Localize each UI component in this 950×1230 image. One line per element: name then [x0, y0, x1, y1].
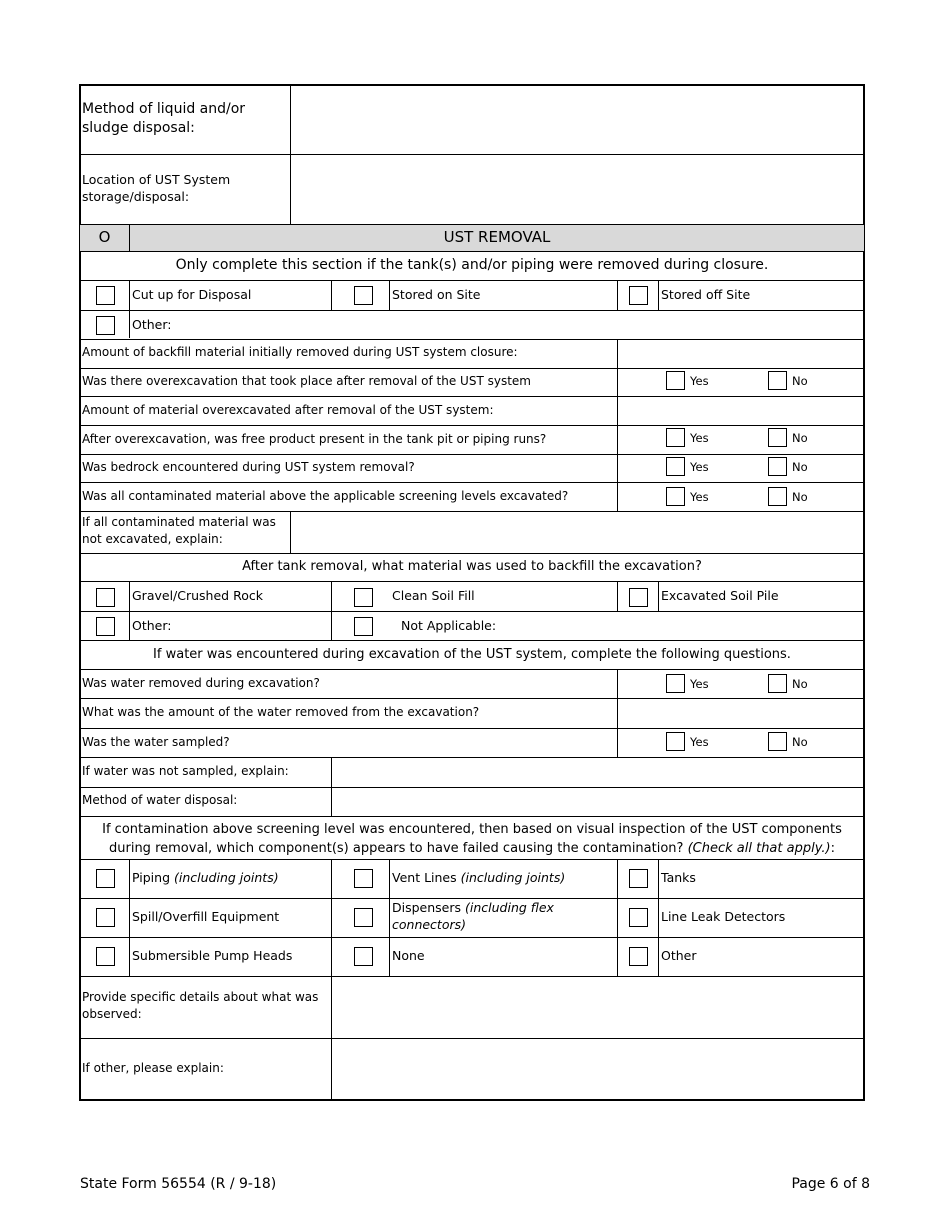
clean-soil-label: Clean Soil Fill [392, 588, 475, 603]
yes-label: Yes [690, 374, 709, 388]
not-excavated-explain-field[interactable] [292, 513, 863, 552]
vent-lines-text: Vent Lines [392, 870, 457, 885]
free-product-label: After overexcavation, was free product present in the tank pit or piping runs? [82, 432, 547, 446]
water-sampled-no-checkbox[interactable] [768, 732, 787, 751]
divider [79, 454, 865, 455]
form-number: State Form 56554 (R / 9-18) [80, 1176, 277, 1192]
divider [79, 310, 865, 311]
section-title: UST REMOVAL [443, 228, 551, 246]
dispensers-checkbox[interactable] [354, 908, 373, 927]
backfill-other-checkbox[interactable] [96, 617, 115, 636]
stored-on-site-label: Stored on Site [392, 287, 481, 302]
divider [79, 816, 865, 817]
backfill-amount-label: Amount of backfill material initially removed during UST system closure: [82, 345, 518, 359]
bedrock-label: Was bedrock encountered during UST system removal? [82, 460, 415, 474]
water-amount-label: What was the amount of the water removed from the excavation? [82, 705, 480, 719]
contamination-heading-colon: : [830, 841, 835, 856]
no-label: No [792, 460, 808, 474]
divider [79, 425, 865, 426]
line-leak-detectors-checkbox[interactable] [629, 908, 648, 927]
yes-label: Yes [690, 460, 709, 474]
page-number: Page 6 of 8 [791, 1176, 870, 1192]
none-label: None [392, 948, 425, 963]
other-explain-field[interactable] [333, 1039, 863, 1099]
divider [79, 368, 865, 369]
pump-heads-label: Submersible Pump Heads [132, 948, 293, 963]
bedrock-yes-checkbox[interactable] [666, 457, 685, 476]
water-removed-no-checkbox[interactable] [768, 674, 787, 693]
overexcavation-no-checkbox[interactable] [768, 371, 787, 390]
not-excavated-explain-label: If all contaminated material was not excavated, explain: [82, 515, 276, 546]
divider [617, 281, 618, 310]
stored-off-site-checkbox[interactable] [629, 286, 648, 305]
no-label: No [792, 735, 808, 749]
no-label: No [792, 374, 808, 388]
dispensers-note: (including flex connectors) [392, 900, 554, 932]
removal-other-label: Other: [132, 317, 172, 332]
none-checkbox[interactable] [354, 947, 373, 966]
details-label: Provide specific details about what was observed: [82, 990, 319, 1021]
yes-label: Yes [690, 431, 709, 445]
divider [79, 757, 865, 758]
water-disposal-label: Method of water disposal: [82, 793, 238, 807]
free-product-no-checkbox[interactable] [768, 428, 787, 447]
not-applicable-checkbox[interactable] [354, 617, 373, 636]
divider [290, 512, 291, 553]
bedrock-no-checkbox[interactable] [768, 457, 787, 476]
pump-heads-checkbox[interactable] [96, 947, 115, 966]
other-explain-label: If other, please explain: [82, 1061, 224, 1075]
dispensers-label [392, 899, 614, 933]
divider [79, 859, 865, 860]
divider [331, 860, 332, 1100]
stored-off-site-label: Stored off Site [661, 287, 751, 302]
removal-other-checkbox[interactable] [96, 316, 115, 335]
piping-label [132, 869, 279, 886]
water-heading: If water was encountered during excavation of the UST system, complete the following questions. [153, 647, 791, 662]
vent-lines-label [392, 869, 565, 886]
yes-label: Yes [690, 677, 709, 691]
divider [617, 582, 618, 611]
contaminated-no-checkbox[interactable] [768, 487, 787, 506]
tanks-label: Tanks [661, 870, 696, 885]
no-label: No [792, 490, 808, 504]
overexcavated-amount-label: Amount of material overexcavated after removal of the UST system: [82, 403, 494, 417]
divider [658, 281, 659, 310]
piping-text: Piping [132, 870, 171, 885]
divider [389, 281, 390, 310]
component-other-label: Other [661, 948, 697, 963]
backfill-other-label: Other: [132, 618, 172, 633]
spill-overfill-label: Spill/Overfill Equipment [132, 909, 280, 924]
divider [79, 640, 865, 641]
divider [79, 553, 865, 554]
divider [617, 860, 618, 976]
clean-soil-checkbox[interactable] [354, 588, 373, 607]
free-product-yes-checkbox[interactable] [666, 428, 685, 447]
divider [79, 669, 865, 670]
divider [331, 281, 332, 310]
details-field[interactable] [333, 977, 863, 1037]
piping-checkbox[interactable] [96, 869, 115, 888]
divider [129, 860, 130, 976]
cut-up-checkbox[interactable] [96, 286, 115, 305]
divider [79, 581, 865, 582]
water-disposal-field[interactable] [333, 788, 863, 815]
contamination-heading-line1: If contamination above screening level was encountered, then based on visual inspection of the UST components [102, 822, 842, 837]
section-letter: O [98, 228, 111, 246]
overexcavation-yes-checkbox[interactable] [666, 371, 685, 390]
storage-location-label: Location of UST System storage/disposal: [82, 172, 231, 204]
divider [79, 482, 865, 483]
vent-lines-note: (including joints) [460, 870, 566, 885]
no-label: No [792, 677, 808, 691]
divider [79, 251, 865, 252]
overexcavated-amount-field[interactable] [619, 398, 863, 424]
divider [658, 582, 659, 611]
divider [79, 339, 865, 340]
section-intro: Only complete this section if the tank(s) and/or piping were removed during closure. [175, 257, 769, 273]
excavated-soil-label: Excavated Soil Pile [661, 588, 779, 603]
not-sampled-explain-field[interactable] [333, 759, 863, 786]
divider [79, 698, 865, 699]
liquid-disposal-field[interactable] [292, 86, 863, 153]
divider [79, 728, 865, 729]
divider [79, 396, 865, 397]
storage-location-field[interactable] [292, 156, 863, 223]
line-leak-detectors-label: Line Leak Detectors [661, 909, 786, 924]
contamination-heading-note: (Check all that apply.) [687, 841, 831, 856]
divider [79, 611, 865, 612]
stored-on-site-checkbox[interactable] [354, 286, 373, 305]
gravel-checkbox[interactable] [96, 588, 115, 607]
contamination-heading-line2 [80, 839, 864, 858]
divider [79, 937, 865, 938]
component-other-checkbox[interactable] [629, 947, 648, 966]
water-amount-field[interactable] [619, 700, 863, 727]
divider [79, 280, 865, 281]
divider [79, 511, 865, 512]
yes-label: Yes [690, 490, 709, 504]
yes-label: Yes [690, 735, 709, 749]
contaminated-excavated-label: Was all contaminated material above the applicable screening levels excavated? [82, 489, 569, 503]
water-removed-label: Was water removed during excavation? [82, 676, 320, 690]
not-sampled-explain-label: If water was not sampled, explain: [82, 764, 289, 778]
tanks-checkbox[interactable] [629, 869, 648, 888]
piping-note: (including joints) [174, 870, 279, 885]
divider [389, 860, 390, 976]
no-label: No [792, 431, 808, 445]
dispensers-text: Dispensers [392, 900, 462, 915]
contaminated-yes-checkbox[interactable] [666, 487, 685, 506]
backfill-amount-field[interactable] [619, 341, 863, 367]
vent-lines-checkbox[interactable] [354, 869, 373, 888]
divider [617, 670, 618, 757]
water-sampled-yes-checkbox[interactable] [666, 732, 685, 751]
not-applicable-label: Not Applicable: [401, 618, 497, 633]
spill-overfill-checkbox[interactable] [96, 908, 115, 927]
contamination-heading-text: during removal, which component(s) appears to have failed causing the contamination? [109, 841, 684, 856]
overexcavation-label: Was there overexcavation that took place after removal of the UST system [82, 374, 531, 388]
backfill-heading: After tank removal, what material was used to backfill the excavation? [242, 559, 702, 574]
excavated-soil-checkbox[interactable] [629, 588, 648, 607]
cut-up-label: Cut up for Disposal [132, 287, 252, 302]
liquid-disposal-label: Method of liquid and/or sludge disposal: [82, 101, 246, 136]
water-sampled-label: Was the water sampled? [82, 735, 230, 749]
divider [658, 860, 659, 976]
divider [79, 154, 865, 155]
gravel-label: Gravel/Crushed Rock [132, 588, 263, 603]
water-removed-yes-checkbox[interactable] [666, 674, 685, 693]
